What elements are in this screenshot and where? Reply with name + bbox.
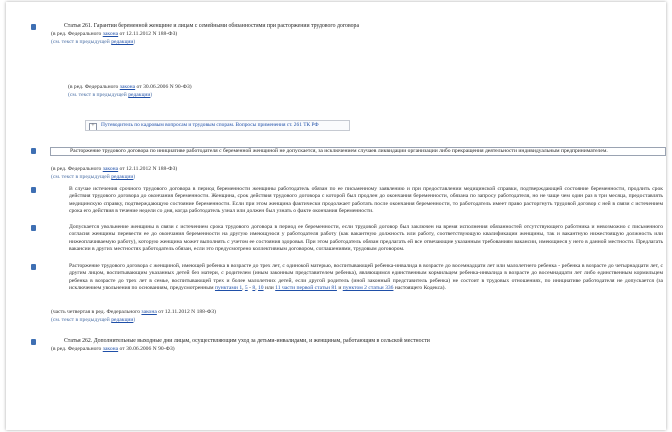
article-261-title: Статья 261. Гарантии беременной женщине и лицам с семейными обязанностями при расторжении трудового договора [64, 23, 360, 29]
bookmark-icon[interactable] [31, 264, 36, 270]
law-link[interactable]: закона [102, 31, 119, 37]
edition-note: (в ред. Федерального закона от 30.06.2006 N 90-ФЗ) [68, 84, 192, 90]
bookmark-icon[interactable] [31, 24, 36, 30]
edition-note: (в ред. Федерального закона от 12.11.2012 N 188-ФЗ) [51, 166, 178, 172]
bookmark-icon[interactable] [31, 225, 36, 231]
edition-note: (в ред. Федерального закона от 30.06.2006 N 90-ФЗ) [51, 346, 175, 352]
paragraph-1: Расторжение трудового договора по инициативе работодателя с беременной женщиной не допускается, за исключением случаев ликвидации организации либо прекращения деятельности индивидуальным предпринимателем. [50, 147, 666, 156]
edition-link[interactable]: редакции [111, 174, 134, 180]
previous-edition-note: (см. текст в предыдущей редакции) [51, 317, 136, 323]
paragraph-4: Расторжение трудового договора с женщиной, имеющей ребенка в возрасте до трех лет, с одинокой матерью, воспитывающей ребенка-инвалида в возрасте до восемнадцати лет или малолетнего ребенка - ребенка в возрасте до четырнадцати лет, с другим лицом, воспитывающим указанных детей без матери, с родителем (иным законным представителем ребенка), являющимся единственным кормильцем ребенка-инвалида в возрасте до восемнадцати лет либо единственным кормильцем ребенка в возрасте до трех лет в семье, воспитывающей трех и более малолетних детей, если другой родитель (иной законный представитель ребенка) не состоит в трудовых отношениях, по инициативе работодателя не допускается (за исключением увольнения по основаниям, предусмотренным пунктами 1, 5 - 8, 10 или 11 части первой статьи 81 и пунктом 2 статьи 336 настоящего Кодекса). [69, 263, 663, 292]
guide-link[interactable]: + Путеводитель по кадровым вопросам и трудовым спорам. Вопросы применения ст. 261 ТК РФ [85, 120, 350, 131]
article-link[interactable]: пунктом 2 статьи 336 [342, 285, 394, 292]
bookmark-icon[interactable] [31, 148, 36, 154]
article-262-title: Статья 262. Дополнительные выходные дни лицам, осуществляющим уход за детьми-инвалидами, и женщинам, работающим в сельской местности [64, 338, 430, 344]
article-link[interactable]: 10 [257, 285, 264, 292]
edition-note: (в ред. Федерального закона от 12.11.2012 N 188-ФЗ) [51, 31, 178, 37]
previous-edition-note: (см. текст в предыдущей редакции) [51, 39, 136, 45]
article-link[interactable]: 8 [252, 285, 256, 292]
law-link[interactable]: закона [102, 346, 119, 352]
article-link[interactable]: 11 части первой статьи 81 [275, 285, 337, 292]
edition-link[interactable]: редакции [111, 317, 134, 323]
previous-edition-note: (см. текст в предыдущей редакции) [51, 174, 136, 180]
law-link[interactable]: закона [141, 309, 157, 315]
edition-note: (часть четвертая в ред. Федерального закона от 12.11.2012 N 188-ФЗ) [51, 309, 216, 315]
article-link[interactable]: 5 [244, 285, 248, 292]
expand-plus-icon[interactable]: + [89, 123, 97, 131]
paragraph-3: Допускается увольнение женщины в связи с истечением срока трудового договора в период ее беременности, если трудовой договор был заключен на время исполнения обязанностей отсутствующего работника и невозможно с письменного согласия женщины перевести ее до окончания беременности на другую имеющуюся у работодателя работу (как вакантную должность или работу, соответствующую квалификации женщины, так и вакантную нижестоящую должность или нижеоплачиваемую работу), которую женщина может выполнять с учетом ее состояния здоровья. При этом работодатель обязан предлагать ей все отвечающие указанным требованиям вакансии, имеющиеся у него в данной местности. Предлагать вакансии в других местностях работодатель обязан, если это предусмотрено коллективным договором, соглашениями, трудовым договором. [69, 224, 663, 253]
bookmark-icon[interactable] [31, 339, 36, 345]
edition-link[interactable]: редакции [111, 39, 134, 45]
article-link[interactable]: пунктами 1 [214, 285, 243, 292]
law-link[interactable]: закона [102, 166, 119, 172]
edition-link[interactable]: редакции [128, 92, 151, 98]
previous-edition-note: (см. текст в предыдущей редакции) [68, 92, 153, 98]
bookmark-icon[interactable] [31, 187, 36, 193]
law-link[interactable]: закона [119, 84, 136, 90]
paragraph-2: В случае истечения срочного трудового договора в период беременности женщины работодатель обязан по ее письменному заявлению и при предоставлении медицинской справки, подтверждающей состояние беременности, продлить срок действия трудового договора до окончания беременности. Женщина, срок действия трудового договора с которой был продлен до окончания беременности, обязана по запросу работодателя, но не чаще чем один раз в три месяца, предоставлять медицинскую справку, подтверждающую состояние беременности. Если при этом женщина фактически продолжает работать после окончания беременности, то работодатель имеет право расторгнуть трудовой договор с ней в связи с истечением срока его действия в течение недели со дня, когда работодатель узнал или должен был узнать о факте окончания беременности. [69, 186, 663, 215]
document-page [6, 2, 666, 430]
